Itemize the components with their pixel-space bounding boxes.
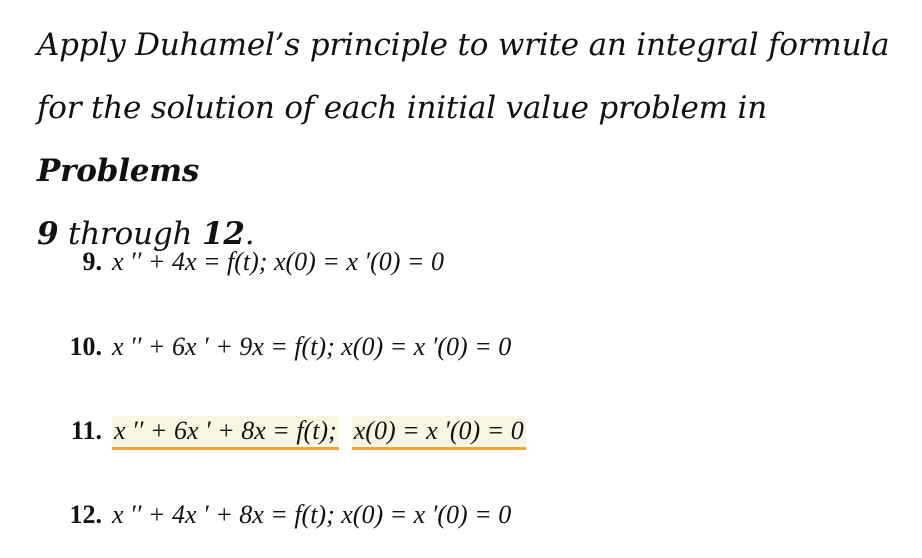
- initial-conditions: x(0) = x ′(0) = 0: [273, 247, 444, 276]
- problem-10: [0, 327, 511, 367]
- highlighted-equation[interactable]: x ′′ + 6x ′ + 8x = f(t);: [112, 416, 339, 450]
- range-start: 9: [37, 216, 59, 252]
- problem-number: 12.: [69, 500, 102, 529]
- problem-equation: [112, 247, 444, 277]
- equation-text: x ′′ + 6x ′ + 9x = f(t);: [112, 332, 335, 361]
- equation-text: x ′′ + 4x ′ + 8x = f(t);: [112, 500, 335, 529]
- problem-11: [0, 411, 526, 451]
- problem-equation: [112, 416, 526, 446]
- period: .: [244, 216, 255, 252]
- initial-conditions: x(0) = x ′(0) = 0: [341, 500, 512, 529]
- problems-label: Problems: [37, 153, 200, 189]
- problem-number: 10.: [69, 332, 102, 361]
- problem-number: 11.: [70, 416, 102, 445]
- problem-equation: [112, 332, 511, 362]
- problem-number: 9.: [82, 247, 102, 276]
- equation-text: x ′′ + 4x = f(t);: [112, 247, 268, 276]
- problem-12: [0, 495, 511, 535]
- problem-equation: [112, 500, 511, 530]
- range-end: 12: [201, 216, 245, 252]
- range-through: through: [58, 216, 202, 252]
- instructions-text: Apply Duhamel’s principle to write an integral formula for the solution of each initial value problem in: [37, 27, 890, 126]
- instructions-paragraph: [37, 14, 907, 266]
- highlighted-conditions[interactable]: x(0) = x ′(0) = 0: [352, 416, 526, 450]
- problem-9: [0, 242, 444, 282]
- initial-conditions: x(0) = x ′(0) = 0: [341, 332, 512, 361]
